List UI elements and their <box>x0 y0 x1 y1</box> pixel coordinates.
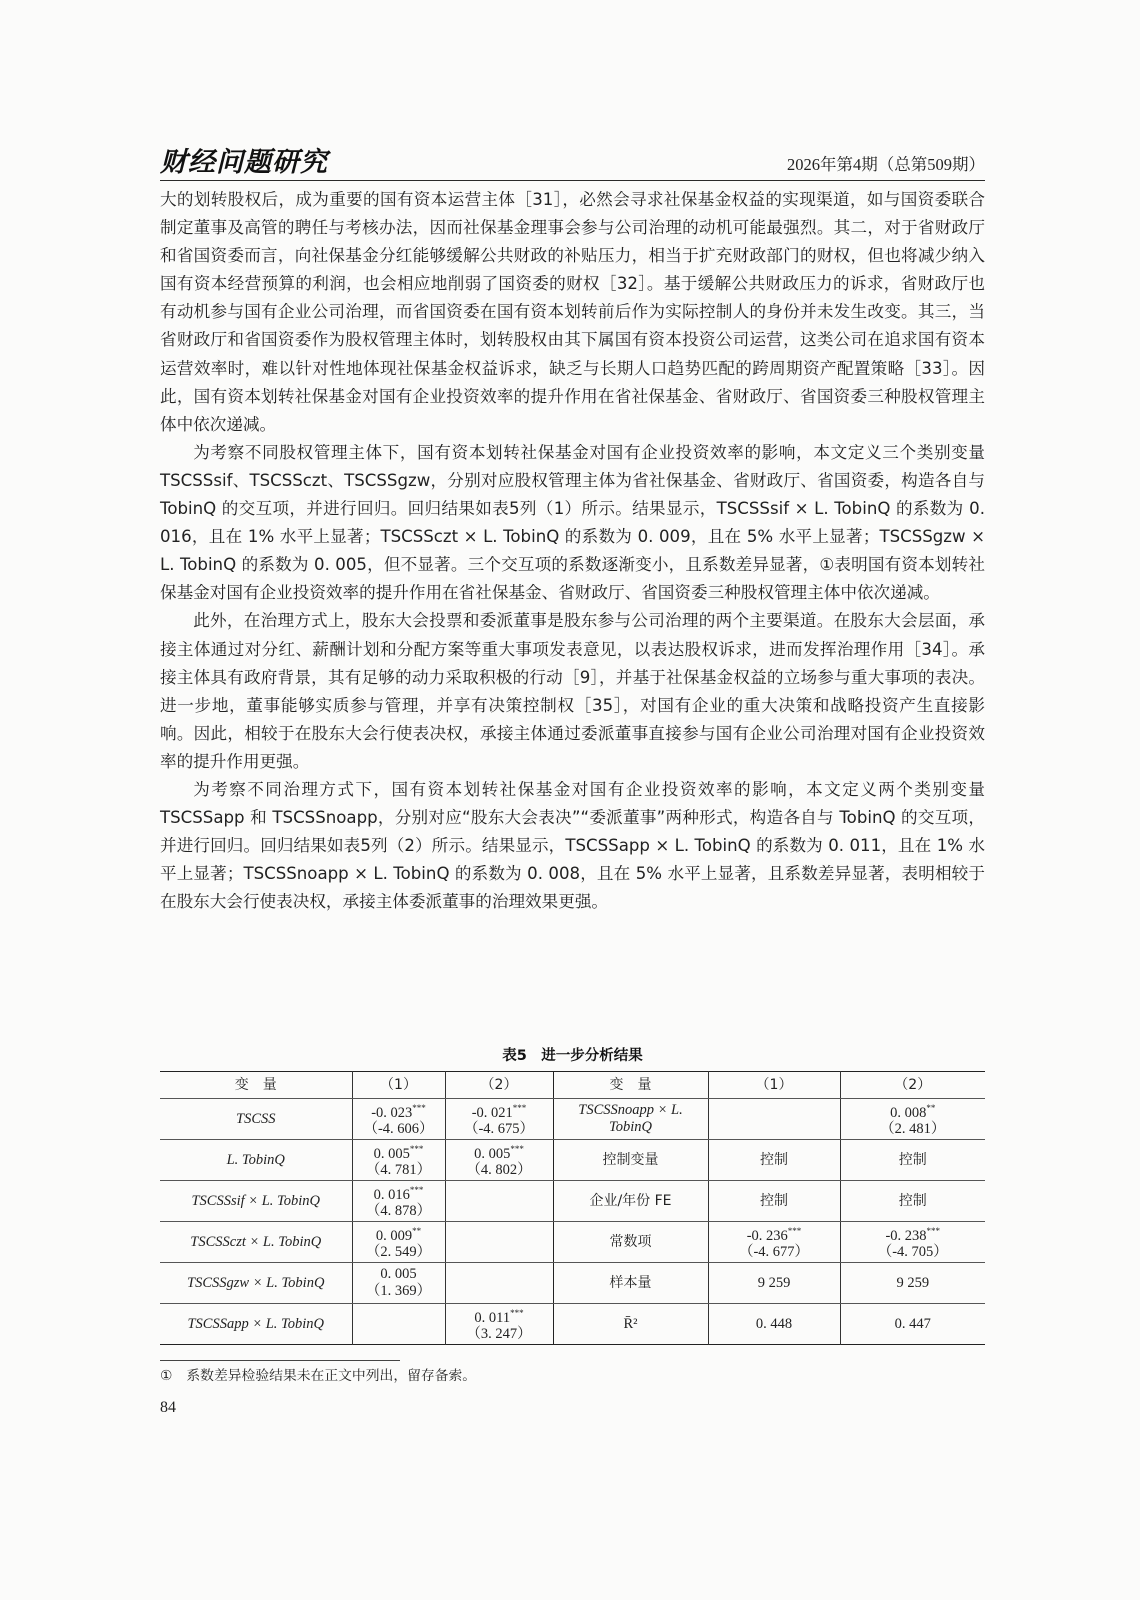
t-statistic: （2. 481） <box>880 1121 946 1138</box>
table-row <box>160 1304 985 1345</box>
variable-cell <box>160 1263 352 1304</box>
variable-name: 控制变量 <box>602 1151 659 1168</box>
table-row <box>160 1222 985 1263</box>
coefficient-value: 控制 <box>898 1151 927 1168</box>
coefficient-value: 0. 008** <box>890 1102 936 1121</box>
variable-cell <box>553 1263 708 1304</box>
coefficient-cell-col1 <box>352 1181 445 1222</box>
coefficient-cell-col2 <box>840 1263 985 1304</box>
coefficient-cell-col1 <box>708 1304 840 1345</box>
coefficient-cell-col2 <box>840 1140 985 1181</box>
t-statistic: （4. 781） <box>365 1162 432 1179</box>
page-number: 84 <box>160 1399 176 1416</box>
coefficient-cell-col2 <box>840 1304 985 1345</box>
coefficient-cell-col2 <box>445 1304 553 1345</box>
page-header <box>160 140 985 181</box>
table-row <box>160 1140 985 1181</box>
variable-cell <box>160 1140 352 1181</box>
coefficient-cell-col2 <box>840 1099 985 1140</box>
header-col2-right: （2） <box>840 1072 985 1099</box>
variable-name: 常数项 <box>609 1233 652 1250</box>
t-statistic: （4. 878） <box>365 1203 432 1220</box>
t-statistic: （1. 369） <box>365 1283 432 1299</box>
t-statistic: （-4. 705） <box>877 1244 948 1261</box>
coefficient-value: 9 259 <box>896 1274 930 1291</box>
coefficient-value: 0. 011*** <box>474 1307 524 1326</box>
t-statistic: （-4. 675） <box>463 1121 535 1138</box>
footnote <box>160 1364 985 1384</box>
variable-cell <box>160 1099 352 1140</box>
t-statistic: （3. 247） <box>466 1326 532 1343</box>
variable-name: TSCSSgzw × L. TobinQ <box>187 1274 325 1291</box>
coefficient-cell-col1 <box>708 1099 840 1140</box>
table-header-row <box>160 1072 985 1099</box>
variable-cell <box>160 1222 352 1263</box>
paragraph-3: 此外，在治理方式上，股东大会投票和委派董事是股东参与公司治理的两个主要渠道。在股东大会层面，承接主体通过对分红、薪酬计划和分配方案等重大事项发表意见，以表达股权诉求，进而发挥治理作用［34］。承接主体具有政府背景，其有足够的动力采取积极的行动［9］，并基于社保基金权益的立场参与重大事项的表决。进一步地，董事能够实质参与管理，并享有决策控制权［35］，对国有企业的重大决策和战略投资产生直接影响。因此，相较于在股东大会行使表决权，承接主体通过委派董事直接参与国有企业公司治理对国有企业投资效率的提升作用更强。 <box>160 611 985 771</box>
coefficient-cell-col2 <box>445 1099 553 1140</box>
t-statistic: （4. 802） <box>466 1162 532 1179</box>
coefficient-value: 0. 005*** <box>474 1143 524 1162</box>
coefficient-value: 0. 005*** <box>373 1143 424 1162</box>
coefficient-value: -0. 023*** <box>371 1102 426 1121</box>
variable-cell <box>553 1140 708 1181</box>
variable-cell <box>553 1304 708 1345</box>
coefficient-cell-col2 <box>445 1181 553 1222</box>
paragraph-2: 为考察不同股权管理主体下，国有资本划转社保基金对国有企业投资效率的影响，本文定义三个类别变量 TSCSSsif、TSCSSczt、TSCSSgzw，分别对应股权管理主体为省社保基金、省财政厅、省国资委，构造各自与 TobinQ 的交互项，并进行回归。回归结果如表5列（1）所示。结果显示，TSCSSsif × L. TobinQ 的系数为 0. 016，且在 1% 水平上显著；TSCSSczt × L. TobinQ 的系数为 0. 009，且在 5% 水平上显著；TSCSSgzw × L. TobinQ 的系数为 0. 005，但不显著。三个交互项的系数逐渐变小，且系数差异显著，①表明国有资本划转社保基金对国有企业投资效率的提升作用在省社保基金、省财政厅、省国资委三种股权管理主体中依次递减。 <box>160 442 985 603</box>
variable-name: TSCSS <box>236 1110 276 1127</box>
variable-cell <box>553 1099 708 1140</box>
paragraph-4: 为考察不同治理方式下，国有资本划转社保基金对国有企业投资效率的影响，本文定义两个类别变量 TSCSSapp 和 TSCSSnoapp，分别对应“股东大会表决”“委派董事”两种形式，构造各自与 TobinQ 的交互项，并进行回归。回归结果如表5列（2）所示。结果显示，TSCSSapp × L. TobinQ 的系数为 0. 011，且在 1% 水平上显著；TSCSSnoapp × L. TobinQ 的系数为 0. 008，且在 5% 水平上显著，且系数差异显著，表明相较于在股东大会行使表决权，承接主体委派董事的治理效果更强。 <box>160 779 985 912</box>
variable-cell <box>160 1181 352 1222</box>
variable-name: 企业/年份 FE <box>589 1192 672 1209</box>
variable-name: TSCSSnoapp × L. TobinQ <box>578 1102 683 1135</box>
coefficient-cell-col1 <box>352 1222 445 1263</box>
coefficient-cell-col2 <box>840 1181 985 1222</box>
article-body <box>160 186 985 916</box>
variable-name: L. TobinQ <box>226 1151 285 1168</box>
coefficient-cell-col1 <box>708 1222 840 1263</box>
t-statistic: （2. 549） <box>365 1244 432 1261</box>
header-col2-left: （2） <box>445 1072 553 1099</box>
footnote-rule <box>160 1360 400 1361</box>
header-col1-right: （1） <box>708 1072 840 1099</box>
coefficient-cell-col1 <box>352 1263 445 1304</box>
coefficient-cell-col1 <box>352 1140 445 1181</box>
coefficient-cell-col1 <box>708 1140 840 1181</box>
coefficient-value: 9 259 <box>757 1274 791 1291</box>
coefficient-value: 0. 448 <box>755 1315 793 1332</box>
variable-name: 样本量 <box>609 1274 652 1291</box>
coefficient-value: 0. 016*** <box>373 1184 424 1203</box>
variable-cell <box>553 1222 708 1263</box>
footnote-text: 系数差异检验结果未在正文中列出，留存备索。 <box>186 1368 477 1384</box>
variable-name: TSCSSapp × L. TobinQ <box>187 1315 325 1332</box>
header-variable-right: 变 量 <box>553 1072 708 1099</box>
t-statistic: （-4. 606） <box>363 1121 434 1138</box>
coefficient-value: -0. 021*** <box>471 1102 527 1121</box>
journal-logo: 财经问题研究 <box>160 147 328 178</box>
table-title: 表5 进一步分析结果 <box>502 1048 643 1064</box>
results-table <box>160 1071 985 1345</box>
coefficient-cell-col2 <box>445 1140 553 1181</box>
coefficient-cell-col1 <box>352 1099 445 1140</box>
coefficient-value: 控制 <box>760 1192 788 1209</box>
paragraph-1: 大的划转股权后，成为重要的国有资本运营主体［31］，必然会寻求社保基金权益的实现渠道，如与国资委联合制定董事及高管的聘任与考核办法，因而社保基金理事会参与公司治理的动机可能最强烈。其二，对于省财政厅和省国资委而言，向社保基金分红能够缓解公共财政的补贴压力，相当于扩充财政部门的财权，但也将减少纳入国有资本经营预算的利润，也会相应地削弱了国资委的财权［32］。基于缓解公共财政压力的诉求，省财政厅也有动机参与国有企业公司治理，而省国资委在国有资本划转前后作为实际控制人的身份并未发生改变。其三，当省财政厅和省国资委作为股权管理主体时，划转股权由其下属国有资本投资公司运营，这类公司在追求国有资本运营效率时，难以针对性地体现社保基金权益诉求，缺乏与长期人口趋势匹配的跨周期资产配置策略［33］。因此，国有资本划转社保基金对国有企业投资效率的提升作用在省社保基金、省财政厅、省国资委三种股权管理主体中依次递减。 <box>160 190 985 434</box>
table-row <box>160 1263 985 1304</box>
issue-info: 2026年第4期（总第509期） <box>787 155 985 174</box>
footnote-mark: ① <box>160 1368 173 1384</box>
t-statistic: （-4. 677） <box>738 1244 810 1261</box>
coefficient-value: 0. 005 <box>380 1266 417 1282</box>
header-variable-left: 变 量 <box>160 1072 352 1099</box>
variable-cell <box>553 1181 708 1222</box>
coefficient-value: 控制 <box>760 1151 788 1168</box>
coefficient-value: -0. 238*** <box>885 1225 941 1244</box>
coefficient-cell-col1 <box>708 1263 840 1304</box>
coefficient-value: 控制 <box>898 1192 927 1209</box>
table-row <box>160 1099 985 1140</box>
coefficient-cell-col2 <box>840 1222 985 1263</box>
coefficient-cell-col1 <box>708 1181 840 1222</box>
variable-name: R̄² <box>623 1315 638 1332</box>
coefficient-cell-col1 <box>352 1304 445 1345</box>
variable-name: TSCSSsif × L. TobinQ <box>191 1192 321 1209</box>
variable-name: TSCSSczt × L. TobinQ <box>190 1233 322 1250</box>
coefficient-value: -0. 236*** <box>746 1225 802 1244</box>
coefficient-value: 0. 447 <box>894 1315 931 1332</box>
coefficient-cell-col2 <box>445 1263 553 1304</box>
table-row <box>160 1181 985 1222</box>
coefficient-value: 0. 009** <box>375 1225 422 1244</box>
variable-cell <box>160 1304 352 1345</box>
header-col1-left: （1） <box>352 1072 445 1099</box>
coefficient-cell-col2 <box>445 1222 553 1263</box>
